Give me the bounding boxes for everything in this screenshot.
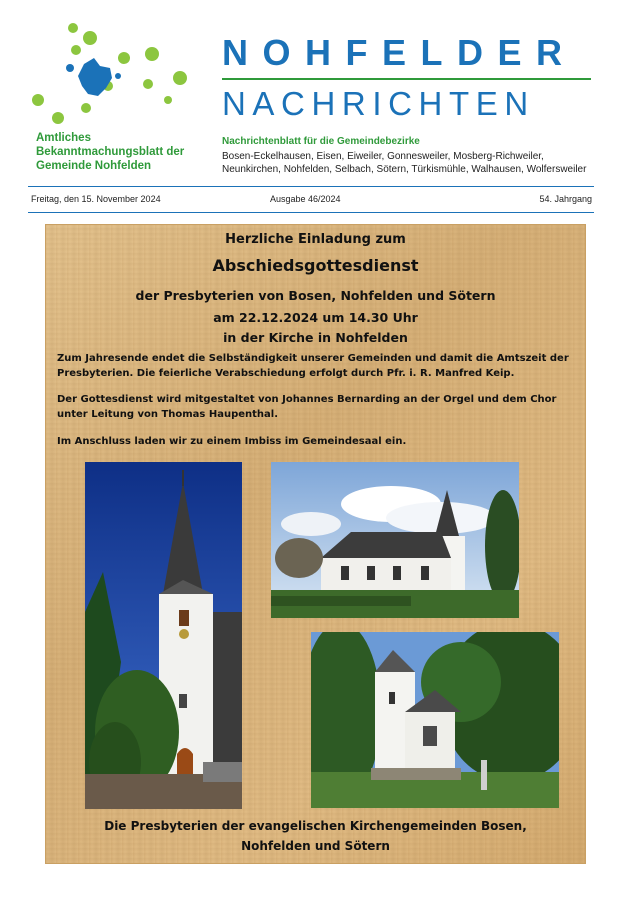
invitation-heading: Herzliche Einladung zum xyxy=(225,232,406,247)
issue-date: Freitag, den 15. November 2024 xyxy=(31,194,161,204)
municipality-logo xyxy=(28,20,198,130)
invitation-presbyteries: der Presbyterien von Bosen, Nohfelden und Sötern xyxy=(135,288,496,303)
church-garden-photo xyxy=(311,632,559,808)
masthead-title-line1: NOHFELDER xyxy=(222,32,577,73)
masthead-divider xyxy=(222,78,591,80)
meta-rule-bottom xyxy=(28,212,594,213)
meta-rule-top xyxy=(28,186,594,187)
masthead-title-line2: NACHRICHTEN xyxy=(222,85,535,122)
masthead-subhead: Nachrichtenblatt für die Gemeindebezirke xyxy=(222,136,420,147)
invitation-location: in der Kirche in Nohfelden xyxy=(223,330,408,345)
masthead-districts: Bosen-Eckelhausen, Eisen, Eiweiler, Gonnesweiler, Mosberg-Richweiler, Neunkirchen, Nohfelden, Selbach, Sötern, Türkismühle, Walhausen, Wolfersweiler xyxy=(222,151,587,175)
issue-number: Ausgabe 46/2024 xyxy=(270,194,341,204)
invitation-title: Abschiedsgottesdienst xyxy=(212,256,419,275)
church-spire-photo xyxy=(271,462,519,618)
invitation-signature-line2: Nohfelden und Sötern xyxy=(241,839,390,853)
issue-year: 54. Jahrgang xyxy=(539,194,592,204)
invitation-paragraph-2: Der Gottesdienst wird mitgestaltet von Johannes Bernarding an der Orgel und dem Chor unter Leitung von Thomas Haupenthal. xyxy=(57,394,557,420)
invitation-paragraph-1: Zum Jahresende endet die Selbständigkeit unserer Gemeinden und damit die Amtszeit der Presbyterien. Die feierliche Verabschiedung erfolgt durch Pfr. i. R. Manfred Keip. xyxy=(57,353,569,379)
invitation-datetime: am 22.12.2024 um 14.30 Uhr xyxy=(213,310,418,325)
invitation-panel xyxy=(45,224,586,864)
church-tower-photo xyxy=(85,462,242,809)
invitation-paragraph-3: Im Anschluss laden wir zu einem Imbiss im Gemeindesaal ein. xyxy=(57,436,407,447)
invitation-signature-line1: Die Presbyterien der evangelischen Kirchengemeinden Bosen, xyxy=(104,819,527,833)
masthead-tagline: Amtliches Bekanntmachungsblatt der Gemeinde Nohfelden xyxy=(36,132,185,172)
